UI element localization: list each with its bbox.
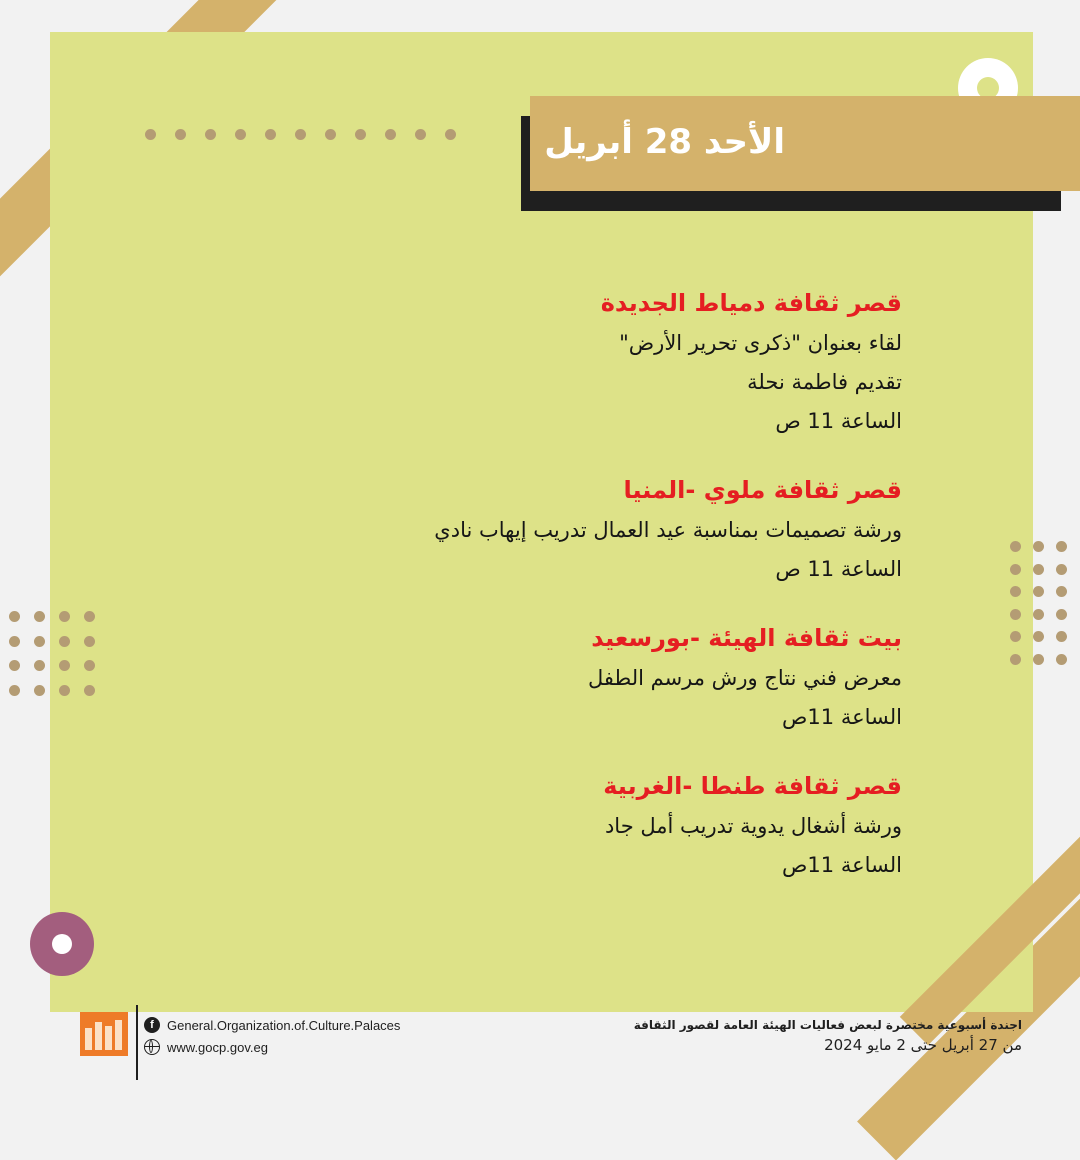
decor-dot	[1033, 564, 1044, 575]
decor-dot	[1056, 609, 1067, 620]
event-time: الساعة 11ص	[782, 705, 902, 729]
decor-dot	[59, 685, 70, 696]
event-item	[182, 617, 902, 737]
event-venue: قصر ثقافة طنطا -الغربية	[603, 772, 902, 800]
decor-dot	[265, 129, 276, 140]
decor-dot	[415, 129, 426, 140]
facebook-icon: f	[144, 1017, 160, 1033]
decor-dot	[1010, 564, 1021, 575]
website-url: www.gocp.gov.eg	[167, 1039, 268, 1055]
decor-dot	[1033, 586, 1044, 597]
event-time: الساعة 11ص	[782, 853, 902, 877]
decor-dot	[235, 129, 246, 140]
ring-icon-bottom-left	[30, 912, 94, 976]
agenda-title: اجندة أسبوعية مختصرة لبعض فعاليات الهيئة العامة لقصور الثقافة	[633, 1018, 1022, 1032]
decor-dot	[1033, 541, 1044, 552]
agenda-dates: من 27 أبريل حتى 2 مايو 2024	[824, 1036, 1022, 1054]
decor-dot	[1056, 631, 1067, 642]
decor-dot	[355, 129, 366, 140]
event-item	[182, 282, 902, 441]
decor-dot	[1056, 564, 1067, 575]
event-item	[182, 765, 902, 885]
decor-dot	[1010, 541, 1021, 552]
decor-dot	[59, 660, 70, 671]
decor-dot	[175, 129, 186, 140]
decor-dot	[84, 611, 95, 622]
decor-dot	[9, 685, 20, 696]
agenda-info	[634, 1016, 1022, 1056]
decor-dot	[9, 611, 20, 622]
event-venue: قصر ثقافة دمياط الجديدة	[600, 289, 902, 317]
decor-dot	[145, 129, 156, 140]
events-list	[182, 282, 902, 913]
event-detail: لقاء بعنوان "ذكرى تحرير الأرض"	[619, 331, 902, 355]
decor-dot	[84, 685, 95, 696]
decor-dot	[1010, 609, 1021, 620]
decor-dot	[1056, 586, 1067, 597]
decor-dot	[1033, 609, 1044, 620]
decor-dot	[84, 636, 95, 647]
event-item	[182, 469, 902, 589]
event-detail: تقديم فاطمة نحلة	[747, 370, 902, 394]
footer-divider	[136, 1005, 138, 1080]
event-detail: ورشة تصميمات بمناسبة عيد العمال تدريب إيهاب نادي	[434, 518, 902, 542]
event-detail: معرض فني نتاج ورش مرسم الطفل	[587, 666, 902, 690]
page-title: الأحد 28 أبريل	[544, 122, 785, 162]
event-venue: قصر ثقافة ملوي -المنيا	[623, 476, 902, 504]
decor-dot	[34, 611, 45, 622]
decor-dot	[1010, 586, 1021, 597]
decor-dot	[205, 129, 216, 140]
decor-dot	[325, 129, 336, 140]
decor-dot	[445, 129, 456, 140]
facebook-page-name: General.Organization.of.Culture.Palaces	[167, 1017, 401, 1033]
facebook-link[interactable]	[144, 1017, 400, 1033]
decor-dot	[1056, 541, 1067, 552]
organization-logo	[80, 1012, 128, 1056]
decor-dot	[1056, 654, 1067, 665]
decor-dot	[59, 611, 70, 622]
event-detail: ورشة أشغال يدوية تدريب أمل جاد	[604, 814, 902, 838]
globe-icon	[144, 1039, 160, 1055]
event-time: الساعة 11 ص	[775, 409, 902, 433]
event-time: الساعة 11 ص	[775, 557, 902, 581]
decor-dot	[1010, 654, 1021, 665]
decor-dot	[9, 660, 20, 671]
decor-dot	[1033, 654, 1044, 665]
decor-dot	[1033, 631, 1044, 642]
decor-dot	[1010, 631, 1021, 642]
decor-dot	[59, 636, 70, 647]
decor-dot	[9, 636, 20, 647]
decor-dot	[34, 660, 45, 671]
decor-dot	[84, 660, 95, 671]
decor-dot	[295, 129, 306, 140]
decor-dot	[34, 636, 45, 647]
decor-dot	[34, 685, 45, 696]
decor-dot	[385, 129, 396, 140]
event-venue: بيت ثقافة الهيئة -بورسعيد	[591, 624, 902, 652]
website-link[interactable]	[144, 1039, 268, 1055]
